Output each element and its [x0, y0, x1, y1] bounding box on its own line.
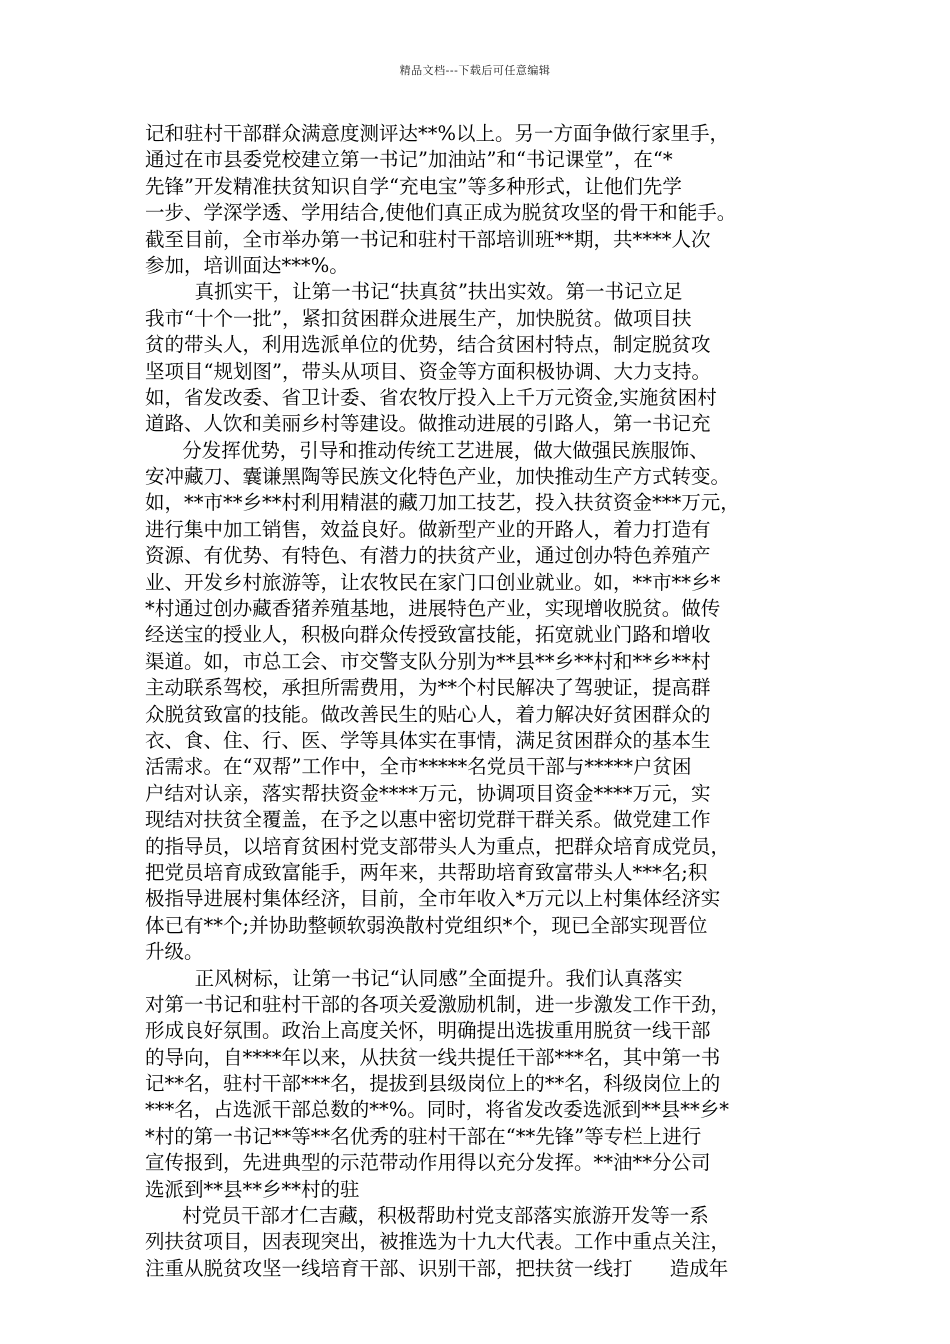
text-line: 如，省发改委、省卫计委、省农牧厅投入上千万元资金,实施贫困村 — [145, 385, 717, 409]
text-line: 真抓实干，让第一书记“扶真贫”扶出实效。第一书记立足 — [145, 280, 683, 304]
text-line: 活需求。在“双帮”工作中，全市*****名党员干部与*****户贫困 — [145, 755, 692, 779]
text-line: 列扶贫项目，因表现突出，被推选为十九大代表。工作中重点关注， — [145, 1230, 731, 1254]
page-header: 精品文档---下载后可任意编辑 — [399, 64, 551, 77]
text-line: 分发挥优势，引导和推动传统工艺进展，做大做强民族服饰、 — [145, 438, 709, 462]
text-line: 先锋”开发精准扶贫知识自学“充电宝”等多种形式，让他们先学 — [145, 174, 682, 198]
text-line: *村通过创办藏香猪养殖基地，进展特色产业，实现增收脱贫。做传 — [145, 597, 721, 621]
text-line: 坚项目“规划图”，带头从项目、资金等方面积极协调、大力支持。 — [145, 359, 711, 383]
text-line: 记**名，驻村干部***名，提拔到县级岗位上的**名，科级岗位上的 — [145, 1072, 721, 1096]
text-line: 对第一书记和驻村干部的各项关爱激励机制，进一步激发工作干劲， — [145, 992, 731, 1016]
text-line: 业、开发乡村旅游等，让农牧民在家门口创业就业。如，**市**乡* — [145, 570, 721, 594]
text-line: 如，**市**乡**村利用精湛的藏刀加工技艺，投入扶贫资金***万元， — [145, 491, 740, 515]
text-line: 村党员干部才仁吉藏，积极帮助村党支部落实旅游开发等一系 — [145, 1204, 709, 1228]
text-line: 升级。 — [145, 940, 204, 964]
text-line: 形成良好氛围。政治上高度关怀，明确提出选拔重用脱贫一线干部 — [145, 1019, 711, 1043]
text-line: 资源、有优势、有特色、有潜力的扶贫产业，通过创办特色养殖产 — [145, 544, 711, 568]
text-line: 选派到**县**乡**村的驻 — [145, 1177, 360, 1201]
text-line: 进行集中加工销售，效益良好。做新型产业的开路人，着力打造有 — [145, 517, 711, 541]
text-line: 户结对认亲，落实帮扶资金****万元，协调项目资金****万元，实 — [145, 781, 711, 805]
text-line: 通过在市县委党校建立第一书记”加油站”和“书记课堂”，在“* — [145, 148, 673, 172]
text-line: ***名，占选派干部总数的**%。同时，将省发改委选派到**县**乡* — [145, 1098, 730, 1122]
text-line: 渠道。如，市总工会、市交警支队分别为**县**乡**村和**乡**村 — [145, 649, 711, 673]
text-line: 一步、学深学透、学用结合,使他们真正成为脱贫攻坚的骨干和能手。 — [145, 201, 737, 225]
text-line: 注重从脱贫攻坚一线培育干部、识别干部，把扶贫一线打 造成年 — [145, 1256, 729, 1280]
text-line: 体已有**个;并协助整顿软弱涣散村党组织*个，现已全部实现晋位 — [145, 913, 708, 937]
document-body — [145, 121, 825, 1282]
text-line: *村的第一书记**等**名优秀的驻村干部在“**先锋”等专栏上进行 — [145, 1124, 702, 1148]
text-line: 主动联系驾校，承担所需费用，为**个村民解决了驾驶证，提高群 — [145, 676, 711, 700]
text-line: 经送宝的授业人，积极向群众传授致富技能，拓宽就业门路和增收 — [145, 623, 711, 647]
text-line: 极指导进展村集体经济，目前，全市年收入*万元以上村集体经济实 — [145, 887, 721, 911]
text-line: 的导向，自****年以来，从扶贫一线共提任干部***名，其中第一书 — [145, 1045, 721, 1069]
text-line: 众脱贫致富的技能。做改善民生的贴心人，着力解决好贫困群众的 — [145, 702, 711, 726]
text-line: 现结对扶贫全覆盖，在予之以惠中密切党群干群关系。做党建工作 — [145, 808, 711, 832]
text-line: 宣传报到，先进典型的示范带动作用得以充分发挥。**油**分公司 — [145, 1151, 711, 1175]
text-line: 道路、人饮和美丽乡村等建设。做推动进展的引路人，第一书记充 — [145, 412, 711, 436]
text-line: 把党员培育成致富能手，两年来，共帮助培育致富带头人***名;积 — [145, 860, 708, 884]
text-line: 正风树标，让第一书记“认同感”全面提升。我们认真落实 — [145, 966, 683, 990]
text-line: 的指导员，以培育贫困村党支部带头人为重点，把群众培育成党员， — [145, 834, 731, 858]
text-line: 衣、食、住、行、医、学等具体实在事情，满足贫困群众的基本生 — [145, 728, 711, 752]
text-line: 记和驻村干部群众满意度测评达**%以上。另一方面争做行家里手， — [145, 122, 730, 145]
text-line: 参加，培训面达***%。 — [145, 253, 349, 277]
text-line: 截至目前，全市举办第一书记和驻村干部培训班**期，共****人次 — [145, 227, 711, 251]
text-line: 安冲藏刀、囊谦黑陶等民族文化特色产业，加快推动生产方式转变。 — [145, 465, 731, 489]
text-line: 贫的带头人，利用选派单位的优势，结合贫困村特点，制定脱贫攻 — [145, 333, 711, 357]
text-line: 我市“十个一批”，紧扣贫困群众进展生产，加快脱贫。做项目扶 — [145, 306, 692, 330]
